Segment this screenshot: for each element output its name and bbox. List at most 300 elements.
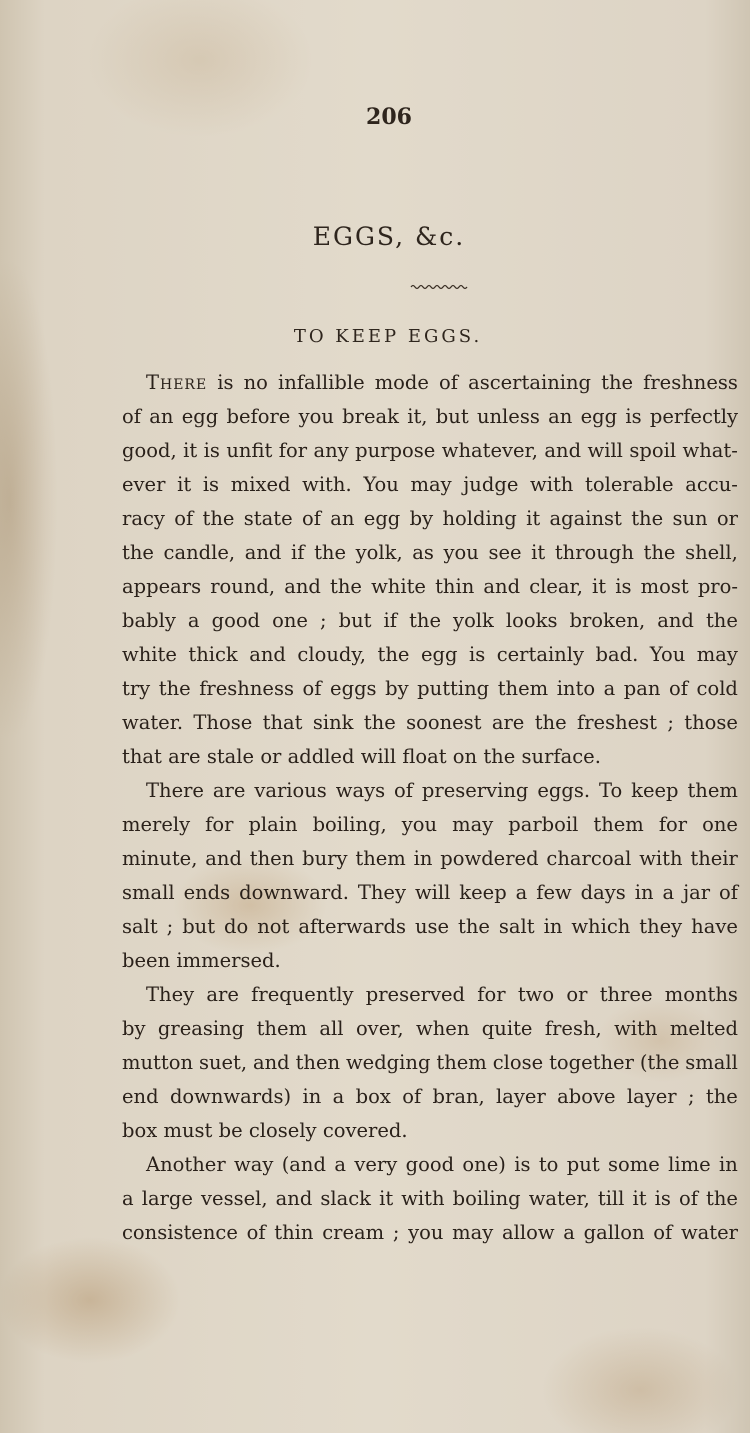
word: and [252,1051,290,1074]
word: is [654,1187,671,1210]
text-line [122,1080,738,1114]
text-line [122,1216,738,1250]
word: but [182,915,216,938]
word: with [401,1187,445,1210]
word: on [452,745,478,768]
word: of [678,1187,698,1210]
word: are [168,745,201,768]
word: it [379,1187,394,1210]
word: and [244,541,282,564]
word: a [122,1187,134,1210]
word: minute, [122,847,198,870]
word: small [685,1051,738,1074]
chapter-title: EGGS, &c. [312,222,466,251]
word: are [491,711,525,734]
text-line [122,1148,738,1182]
word: melted [669,1017,738,1040]
word: frequently [251,983,354,1006]
text-line [122,672,738,706]
word: by [122,1017,146,1040]
word: against [549,507,622,530]
word: egg [181,405,219,428]
word: the [705,609,738,632]
word: candle, [163,541,236,564]
word: covered. [322,1119,408,1142]
word: To [598,779,623,802]
word: which [571,915,631,938]
word: a [332,1085,345,1108]
word: what- [682,439,738,462]
word: then [249,847,295,870]
word: for [205,813,234,836]
word: spoil [629,439,677,462]
text-line [122,740,738,774]
word: ; [166,915,174,938]
text-line [122,536,738,570]
text-line [122,570,738,604]
word: it [632,1187,647,1210]
word: cold [696,677,738,700]
word: and [284,575,321,598]
word: an [330,507,355,530]
word: been [122,949,171,972]
word: eggs [330,677,377,700]
word: ways [335,779,386,802]
word: Another [146,1153,226,1176]
body-text [122,366,738,1250]
word: their [690,847,738,870]
word: shell, [685,541,738,564]
text-line [122,774,738,808]
word: the [483,745,516,768]
word: very [354,1153,398,1176]
word: parboil [508,813,579,836]
text-line [122,876,738,910]
word: you [401,813,438,836]
word: the [705,1085,738,1108]
word: cloudy, [297,643,366,666]
word: may [452,813,494,836]
word: the [409,609,441,632]
word: downward. [239,881,349,904]
word: They [357,881,406,904]
text-line [122,604,738,638]
word: may [696,643,738,666]
word: merely [122,813,191,836]
word: above [557,1085,616,1108]
word: an [149,405,174,428]
word: a [662,881,675,904]
text-line [122,910,738,944]
text-line [122,1114,738,1148]
word: in [413,847,433,870]
word: a [603,677,616,700]
word: for [278,439,308,462]
word: the [363,711,396,734]
word: thin [435,575,475,598]
word: of [669,677,688,700]
word: mutton [122,1051,194,1074]
word: stale [206,745,255,768]
word: freshness [199,677,294,700]
word: sun [672,507,708,530]
word: bably [122,609,176,632]
word: Those [193,711,253,734]
word: plain [248,813,298,836]
word: racy [122,507,165,530]
word: bran, [432,1085,485,1108]
text-line [122,1012,738,1046]
word: may [452,1221,494,1244]
word: and [205,847,242,870]
word: surface. [521,745,601,768]
word: round, [210,575,276,598]
word: will [360,745,397,768]
word: (the [639,1051,680,1074]
word: of [439,371,458,394]
word: the [158,677,191,700]
word: months [664,983,738,1006]
word: are [212,779,246,802]
text-line [122,842,738,876]
word: close [492,1051,544,1074]
word: (and [281,1153,326,1176]
word: yolk [453,609,494,632]
word: all [319,1017,344,1040]
word: downwards) [169,1085,292,1108]
page-number: 206 [366,104,412,130]
word: by [409,507,434,530]
word: you [408,1221,444,1244]
word: of [302,677,322,700]
word: You [363,473,399,496]
text-line [122,638,738,672]
word: of [122,405,141,428]
word: allow [502,1221,555,1244]
word: and [483,575,521,598]
word: most [640,575,689,598]
word: yolk, [355,541,403,564]
word: the [631,507,664,530]
word: into [556,677,596,700]
word: infallible [278,371,365,394]
word: them [256,1017,308,1040]
word: are [206,983,239,1006]
word: and [275,1187,313,1210]
word: over, [355,1017,404,1040]
word: end [122,1085,159,1108]
word: one [272,609,308,632]
word: the [458,915,490,938]
word: or [260,745,282,768]
word: have [691,915,738,938]
word: of [653,1221,673,1244]
word: whatever, [441,439,538,462]
word: or [716,507,738,530]
text-line [122,944,738,978]
word: judge [463,473,519,496]
word: box [355,1085,391,1108]
word: with [530,473,574,496]
word: fresh, [544,1017,602,1040]
word: box [122,1119,158,1142]
word: of [394,779,413,802]
word: to [538,1153,559,1176]
word: consistence [122,1221,238,1244]
word: them [593,813,644,836]
word: slack [320,1187,371,1210]
word: eggs. [537,779,591,802]
word: few [536,881,572,904]
word: a [334,1153,346,1176]
word: one [702,813,738,836]
word: some [608,1153,660,1176]
word: of [246,1221,266,1244]
word: in [634,881,654,904]
word: ; [687,1085,695,1108]
text-line [122,434,738,468]
word: freshest [576,711,658,734]
word: three [599,983,653,1006]
word: is [625,405,642,428]
word: cream [322,1221,385,1244]
word: it [592,575,607,598]
word: charcoal [546,847,632,870]
text-line [122,502,738,536]
word: gallon [583,1221,645,1244]
word: break [342,405,399,428]
word: it [183,439,198,462]
word: if [383,609,398,632]
word: they [639,915,683,938]
word: ascertaining [468,371,592,394]
word: closely [248,1119,317,1142]
word: any [313,439,349,462]
word: putting [417,677,490,700]
word: days [580,881,626,904]
word: them [497,677,549,700]
word: the [202,507,235,530]
word: a [515,881,528,904]
word: if [291,541,305,564]
word: you [298,405,334,428]
word: egg [363,507,401,530]
word: purpose [355,439,436,462]
word: layer [496,1085,546,1108]
word: vessel, [201,1187,268,1210]
word: try [122,677,151,700]
word: ends [183,881,231,904]
word: preserved [365,983,465,1006]
word: clear, [529,575,583,598]
word: keep [631,779,679,802]
ornament-divider-icon [410,284,468,290]
word: good [405,1153,455,1176]
text-line [122,400,738,434]
word: a [187,609,200,632]
word: for [658,813,688,836]
word: large [141,1187,193,1210]
section-title: TO KEEP EGGS. [293,326,483,347]
word: They [146,983,195,1006]
text-line [122,1182,738,1216]
word: preserving [421,779,529,802]
word: certainly [496,643,584,666]
text-line [122,808,738,842]
word: soonest [406,711,482,734]
word: before [226,405,291,428]
word: will [414,881,451,904]
word: white [122,643,177,666]
word: of [301,507,321,530]
word: will [587,439,623,462]
word: of [719,881,738,904]
word: a [563,1221,575,1244]
word: perfectly [649,405,738,428]
word: thick [188,643,238,666]
word: is [217,371,234,394]
word: is [514,1153,531,1176]
word: lime [668,1153,711,1176]
word: broken, [569,609,646,632]
word: not [257,915,290,938]
word: them [687,779,738,802]
word: it [177,473,192,496]
word: the [601,371,634,394]
word: you [443,541,479,564]
word: may [410,473,452,496]
word: pro- [697,575,738,598]
word: the [314,541,347,564]
word: is [468,643,486,666]
word: You [649,643,686,666]
word: then [295,1051,341,1074]
word: way [234,1153,274,1176]
word: There [146,779,204,802]
word: must [163,1119,213,1142]
word: float [402,745,447,768]
word: it [526,507,541,530]
word: with. [302,473,352,496]
word: use [414,915,450,938]
word: is [203,439,220,462]
word: as [412,541,434,564]
text-line [122,1046,738,1080]
word: holding [442,507,517,530]
word: tolerable [585,473,674,496]
word: in [543,915,563,938]
word: quite [481,1017,533,1040]
word: pan [623,677,661,700]
word: that [122,745,162,768]
word: white [371,575,426,598]
word: and [657,609,694,632]
word: There [146,371,208,394]
word: state [243,507,293,530]
word: an [548,405,573,428]
word: thin [274,1221,314,1244]
word: small [122,881,175,904]
word: put [566,1153,600,1176]
word: or [566,983,588,1006]
word: those [684,711,738,734]
word: good [211,609,261,632]
word: but [435,405,469,428]
word: see [488,541,522,564]
word: by [385,677,409,700]
text-line [122,468,738,502]
word: boiling, [312,813,387,836]
word: ; [319,609,327,632]
word: the [330,575,362,598]
word: it [531,541,546,564]
word: no [243,371,268,394]
word: powdered [440,847,539,870]
word: one) [462,1153,506,1176]
word: it, [407,405,428,428]
word: is [202,473,220,496]
word: unless [476,405,540,428]
word: of [402,1085,422,1108]
text-line [122,978,738,1012]
word: afterwards [298,915,406,938]
word: in [719,1153,738,1176]
word: when [416,1017,470,1040]
word: water, [528,1187,590,1210]
word: jar [683,881,711,904]
word: addled [287,745,355,768]
word: two [517,983,555,1006]
word: but [338,609,372,632]
word: salt [122,915,158,938]
word: and [249,643,286,666]
word: water [680,1221,738,1244]
word: ; [392,1221,400,1244]
word: freshness [643,371,738,394]
word: for [477,983,506,1006]
word: water. [122,711,184,734]
word: that [262,711,303,734]
word: the [643,541,676,564]
word: in [302,1085,322,1108]
word: ; [667,711,674,734]
word: unfit [226,439,273,462]
word: be [218,1119,243,1142]
word: bad. [595,643,639,666]
word: immersed. [176,949,281,972]
word: egg [580,405,618,428]
word: bury [302,847,348,870]
word: the [534,711,567,734]
word: the [122,541,154,564]
word: with [614,1017,658,1040]
word: boiling [452,1187,521,1210]
word: through [554,541,634,564]
word: together [549,1051,634,1074]
word: accu- [685,473,738,496]
word: wedging [345,1051,431,1074]
word: and [544,439,582,462]
word: is [615,575,632,598]
word: keep [459,881,507,904]
word: do [224,915,249,938]
word: ever [122,473,166,496]
word: the [377,643,410,666]
word: egg [420,643,458,666]
word: good, [122,439,177,462]
word: looks [505,609,558,632]
word: greasing [157,1017,245,1040]
